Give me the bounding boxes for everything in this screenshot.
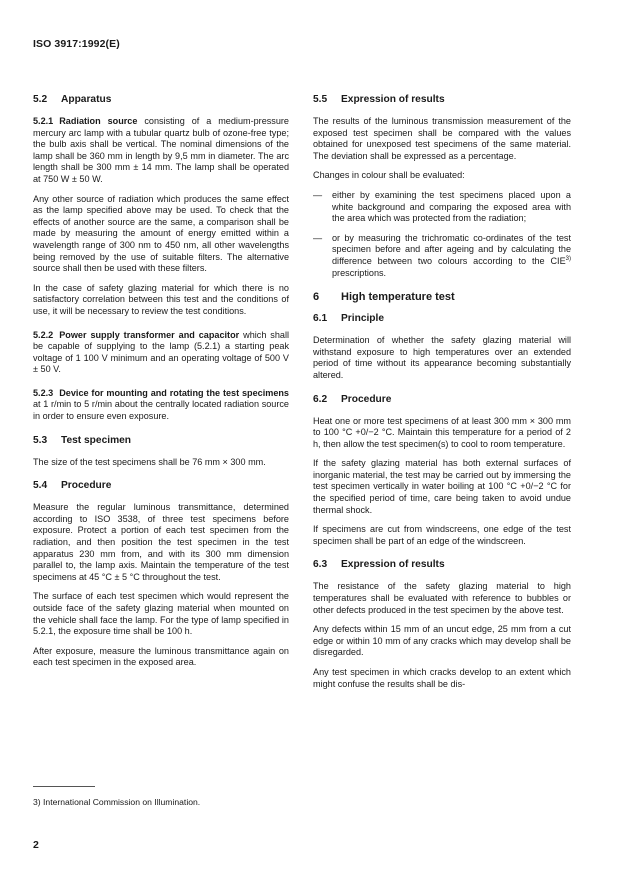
section-heading-6-1: 6.1 Principle xyxy=(313,313,385,325)
paragraph-no-correlation: In the case of safety glazing material for which there is no satisfactory correlation between this test and the conditions of use, it will be necessary to review the test conditions. xyxy=(33,282,289,316)
section-heading-5-4: 5.4 Procedure xyxy=(33,480,112,492)
paragraph-results-1: The results of the luminous transmission measurement of the exposed test specimen shall be compared with the values obtained for unexposed test specimens of the same material. The deviation shall be expressed as a percentage. xyxy=(313,116,571,161)
paragraph-heat-procedure-1: Heat one or more test specimens of at least 300 mm × 300 mm to 100 °C +0/−2 °C. Maintain this temperature for a period of 2 h, then allow the test specimen(s) to cool to room temperature. xyxy=(313,415,571,449)
section-heading-5-2: 5.2 Apparatus xyxy=(33,94,112,105)
colour-evaluation-list xyxy=(313,190,571,279)
left-column xyxy=(33,94,289,677)
paragraph-procedure-1: Measure the regular luminous transmittance, determined according to ISO 3538, of three test specimens before exposure. Protect a portion of each test specimen from the radiation, and then position the test specimen in the test apparatus 230 mm from, and with its 300 mm dimension parallel to, the lamp axis. Maintain the temperature of the test specimens at 45 °C ± 5 °C throughout the test. xyxy=(33,502,289,582)
paragraph-heat-results-1: The resistance of the safety glazing material to high temperatures shall be evaluated with reference to bubbles or other defects produced in the test specimen by the above test. xyxy=(313,581,571,615)
footnote-reference: 3) xyxy=(565,255,571,262)
document-header: ISO 3917:1992(E) xyxy=(33,38,120,50)
section-heading-6: 6 High temperature test xyxy=(313,291,455,304)
section-heading-6-2: 6.2 Procedure xyxy=(313,393,392,405)
section-heading-5-5: 5.5 Expression of results xyxy=(313,94,445,105)
paragraph-heat-results-3: Any test specimen in which cracks develop to an extent which might confuse the results shall be dis- xyxy=(313,667,571,689)
list-item: — either by examining the test specimens placed upon a white background and comparing the exposed area with the area which was protected from the radiation; xyxy=(313,190,571,225)
paragraph-other-source: Any other source of radiation which produces the same effect as the lamp specified above may be used. To check that the effects of another source are the same, a comparison shall be made by measuring the amount of energy emitted within a wavelength range of 300 nm to 450 nm, all other wavelengths being removed by the use of suitable filters. The alternative source shall then be used with these filters. xyxy=(33,193,289,274)
paragraph-principle: Determination of whether the safety glazing material will withstand exposure to high temperatures over an extended period of time without its appearance becoming substantially altered. xyxy=(313,335,571,380)
section-heading-5-3: 5.3 Test specimen xyxy=(33,434,132,446)
clause-5-2-2: 5.2.2 Power supply transformer and capacitor which shall be capable of supplying to the lamp (5.2.1) a starting peak voltage of 1 100 V minimum and an operating voltage of 500 V ± 50 V. xyxy=(33,329,290,375)
clause-5-2-1: 5.2.1 Radiation source consisting of a medium-pressure mercury arc lamp with a tubular quartz bulb of ozone-free type; the bulb axis shall be vertical. The nominal dimensions of the lamp shall be 360 mm in length by 9,5 mm in diameter. The arc length shall be 300 mm ± 14 mm. The lamp shall be operated at 750 W ± 50 W. xyxy=(33,116,289,184)
paragraph-results-2: Changes in colour shall be evaluated: xyxy=(313,170,465,181)
paragraph-heat-procedure-2: If the safety glazing material has both external surfaces of inorganic material, the test may be carried out by immersing the test specimen vertically in water boiling at 100 °C +0/−2 °C for the specified period of time, care being taken to avoid undue thermal shock. xyxy=(313,458,571,515)
paragraph-test-specimen: The size of the test specimens shall be 76 mm × 300 mm. xyxy=(33,456,266,467)
page-number: 2 xyxy=(33,839,39,851)
right-column xyxy=(313,94,571,698)
footnote: 3) International Commission on Illumination. xyxy=(33,797,201,807)
clause-5-2-3: 5.2.3 Device for mounting and rotating the test specimens at 1 r/min to 5 r/min about the centrally located radiation source in order to ensure even exposure. xyxy=(33,387,289,422)
footnote-divider xyxy=(33,786,95,787)
paragraph-heat-procedure-3: If specimens are cut from windscreens, one edge of the test specimen shall be part of an edge of the windscreen. xyxy=(313,524,571,546)
paragraph-procedure-3: After exposure, measure the luminous transmittance again on each test specimen in the exposed area. xyxy=(33,645,289,668)
section-heading-6-3: 6.3 Expression of results xyxy=(313,559,445,571)
list-item: — or by measuring the trichromatic co-ordinates of the test specimen before and after ageing and by calculating the difference between two colours according to the CIE$^{3)}$ prescriptions. xyxy=(313,233,571,279)
paragraph-heat-results-2: Any defects within 15 mm of an uncut edge, 25 mm from a cut edge or within 10 mm of any cracks which may develop shall be disregarded. xyxy=(313,624,571,658)
paragraph-procedure-2: The surface of each test specimen which would represent the outside face of the safety glazing material when mounted on the vehicle shall face the lamp. For the type of lamp specified in 5.2.1, the exposure time shall be 100 h. xyxy=(33,591,289,637)
